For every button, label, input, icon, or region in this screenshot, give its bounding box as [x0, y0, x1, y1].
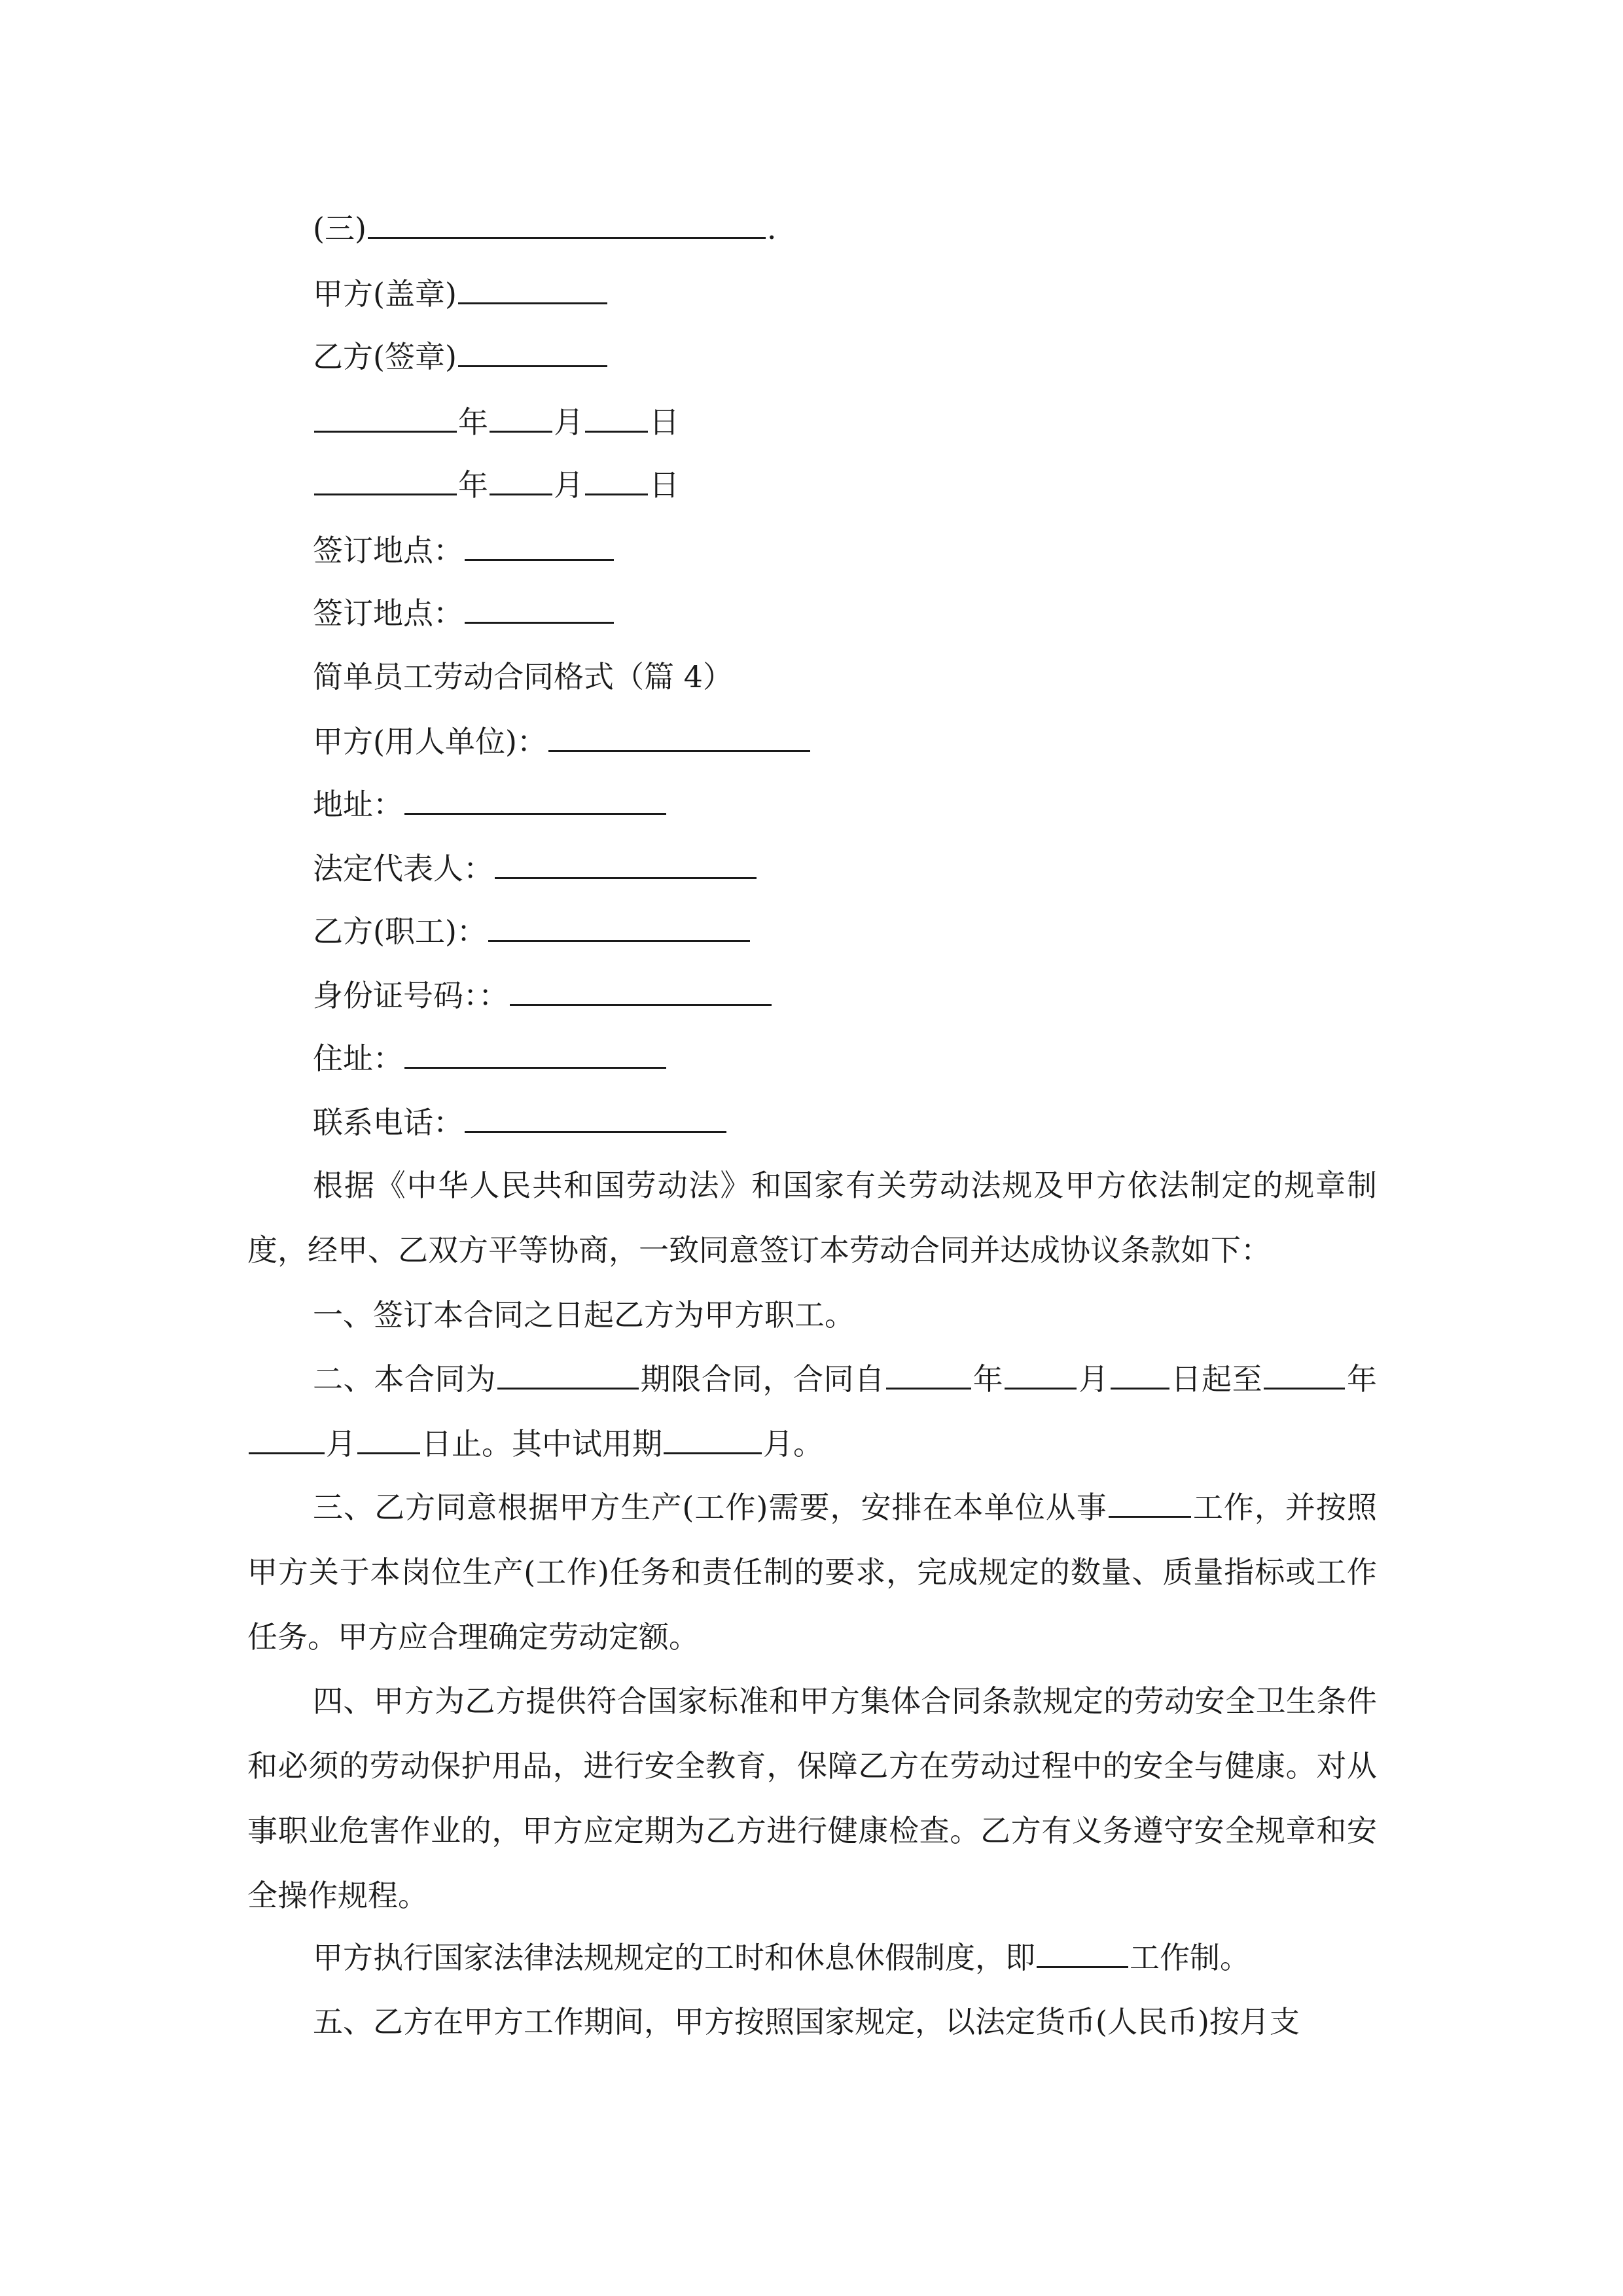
sign-place-label: 签订地点：	[313, 596, 463, 631]
id-number-blank[interactable]	[510, 975, 772, 1006]
month-label: 月	[554, 467, 584, 503]
employer-blank[interactable]	[548, 721, 810, 752]
section-title	[313, 657, 733, 696]
clause-5-paragraph: 五、乙方在甲方工作期间，甲方按照国家规定，以法定货币(人民币)按月支	[313, 2004, 1300, 2039]
clause-2-text: 期限合同，合同自	[640, 1361, 885, 1397]
residence-label: 住址：	[313, 1041, 403, 1076]
employer-line	[313, 721, 812, 761]
phone-label: 联系电话：	[313, 1105, 463, 1140]
employee-line	[313, 911, 751, 951]
year-label: 年	[458, 467, 488, 503]
start-day-blank[interactable]	[1111, 1359, 1169, 1390]
item-3-line	[313, 208, 777, 248]
contract-type-blank[interactable]	[497, 1359, 639, 1390]
sign-place-line-1	[313, 530, 615, 570]
clause-3-paragraph	[247, 1475, 1377, 1670]
item-3-blank[interactable]	[368, 208, 766, 239]
clause-3-text: 工作，并按照甲方关于本岗位生产(工作)任务和责任制的要求，完成规定的数量、质量指标或工作任务。甲方应合理确定劳动定额。	[247, 1490, 1377, 1655]
item-3-suffix: .	[766, 211, 777, 246]
start-year-blank[interactable]	[886, 1359, 971, 1390]
clause-2-text: 月。	[763, 1426, 823, 1462]
clause-2-text: 年	[1346, 1361, 1378, 1397]
residence-line	[313, 1038, 668, 1078]
clause-2-text: 月	[326, 1426, 356, 1462]
residence-blank[interactable]	[404, 1038, 666, 1069]
day-blank[interactable]	[585, 402, 648, 433]
party-a-seal-line	[313, 274, 609, 314]
party-a-seal-blank[interactable]	[458, 274, 607, 304]
sign-place-blank[interactable]	[465, 593, 614, 624]
work-hours-paragraph	[247, 1926, 1377, 1990]
probation-blank[interactable]	[664, 1424, 762, 1454]
party-b-sign-label: 乙方(签章)	[313, 339, 457, 374]
year-label: 年	[458, 404, 488, 440]
end-year-blank[interactable]	[1264, 1359, 1345, 1390]
date-line-2	[313, 465, 679, 505]
end-month-blank[interactable]	[249, 1424, 325, 1454]
sign-place-label: 签订地点：	[313, 533, 463, 568]
preamble-paragraph: 根据《中华人民共和国劳动法》和国家有关劳动法规及甲方依法制定的规章制度，经甲、乙双方平等协商，一致同意签订本劳动合同并达成协议条款如下：	[247, 1168, 1377, 1268]
job-blank[interactable]	[1109, 1487, 1191, 1518]
phone-line	[313, 1102, 728, 1142]
date-line-1	[313, 402, 679, 442]
clause-2-text: 年	[972, 1361, 1004, 1397]
address-line	[313, 784, 668, 824]
clause-3-text: 三、乙方同意根据甲方生产(工作)需要，安排在本单位从事	[313, 1490, 1107, 1525]
sign-place-blank[interactable]	[465, 530, 614, 561]
clause-1-paragraph: 一、签订本合同之日起乙方为甲方职工。	[313, 1297, 855, 1333]
day-label: 日	[649, 404, 679, 440]
legal-rep-label: 法定代表人：	[313, 851, 493, 886]
employee-label: 乙方(职工)：	[313, 914, 487, 949]
end-day-blank[interactable]	[357, 1424, 420, 1454]
section-title-text: 简单员工劳动合同格式（篇 4）	[313, 659, 733, 694]
year-blank[interactable]	[314, 465, 457, 495]
legal-rep-blank[interactable]	[495, 848, 757, 879]
id-number-line	[313, 975, 773, 1015]
clause-2-text: 二、本合同为	[313, 1361, 496, 1397]
work-hours-text: 甲方执行国家法律法规规定的工时和休息休假制度，即	[313, 1940, 1035, 1975]
address-label: 地址：	[313, 787, 403, 822]
month-label: 月	[554, 404, 584, 440]
clause-4-paragraph: 四、甲方为乙方提供符合国家标准和甲方集体合同条款规定的劳动安全卫生条件和必须的劳动保护用品，进行安全教育，保障乙方在劳动过程中的安全与健康。对从事职业危害作业的，甲方应定期为乙方进行健康检查。乙方有义务遵守安全规章和安全操作规程。	[247, 1683, 1377, 1913]
work-system-blank[interactable]	[1037, 1937, 1128, 1968]
item-3-prefix: (三)	[313, 211, 366, 246]
day-label: 日	[649, 467, 679, 503]
phone-blank[interactable]	[465, 1102, 726, 1133]
clause-2-paragraph	[247, 1347, 1377, 1477]
month-blank[interactable]	[490, 465, 552, 495]
day-blank[interactable]	[585, 465, 648, 495]
clause-2-text: 日起至	[1170, 1361, 1263, 1397]
year-blank[interactable]	[314, 402, 457, 433]
month-blank[interactable]	[490, 402, 552, 433]
employer-label: 甲方(用人单位)：	[313, 724, 547, 759]
legal-rep-line	[313, 848, 758, 888]
work-hours-text: 工作制。	[1130, 1940, 1250, 1975]
party-b-sign-line	[313, 336, 609, 376]
clause-2-text: 月	[1078, 1361, 1109, 1397]
sign-place-line-2	[313, 593, 615, 633]
id-number-label: 身份证号码：：	[313, 978, 508, 1013]
clause-2-text: 日止。其中试用期	[421, 1426, 662, 1462]
address-blank[interactable]	[404, 784, 666, 815]
party-a-seal-label: 甲方(盖章)	[313, 276, 457, 312]
party-b-sign-blank[interactable]	[458, 336, 607, 367]
start-month-blank[interactable]	[1005, 1359, 1077, 1390]
employee-blank[interactable]	[488, 911, 750, 942]
